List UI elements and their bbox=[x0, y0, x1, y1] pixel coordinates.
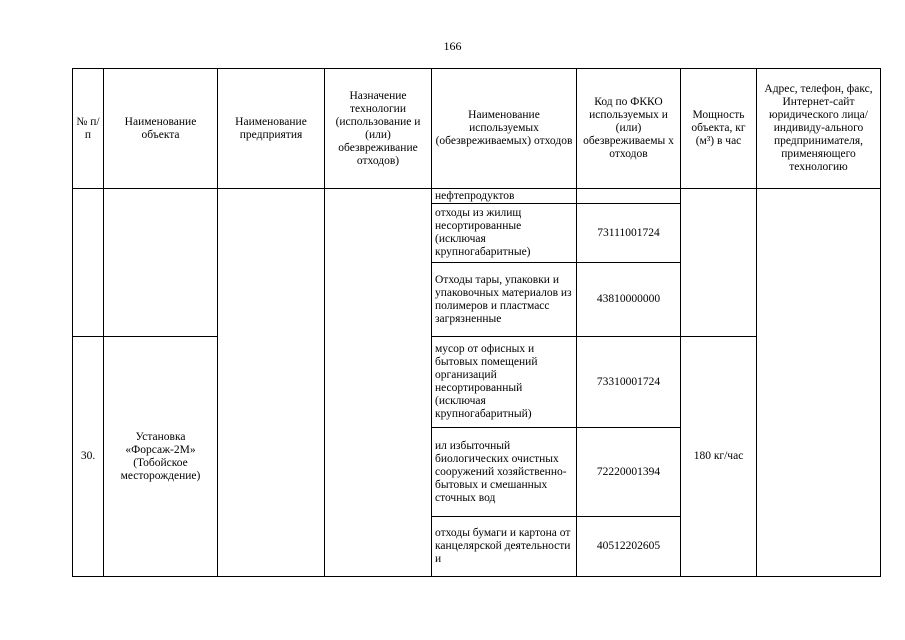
waste-name-cell: ил избыточный биологических очистных сооружений хозяйственно-бытовых и смешанных сточных вод bbox=[432, 428, 577, 517]
prev-entry-capacity-cell bbox=[681, 189, 757, 337]
address-cell bbox=[757, 189, 881, 577]
header-fkko-code: Код по ФККО используемых и (или) обезвреживаемы х отходов bbox=[577, 69, 681, 189]
enterprise-name-cell bbox=[218, 189, 325, 577]
waste-name-cell: нефтепродуктов bbox=[432, 189, 577, 204]
prev-entry-number-cell bbox=[73, 189, 104, 337]
header-capacity: Мощность объекта, кг (м³) в час bbox=[681, 69, 757, 189]
entry-object-name-cell: Установка «Форсаж-2М» (Тобойское месторождение) bbox=[104, 337, 218, 577]
waste-name-cell: отходы бумаги и картона от канцелярской деятельности и bbox=[432, 517, 577, 577]
header-waste-name: Наименование используемых (обезвреживаемых) отходов bbox=[432, 69, 577, 189]
header-address: Адрес, телефон, факс, Интернет-сайт юридического лица/индивиду-ального предпринимателя, применяющего технологию bbox=[757, 69, 881, 189]
header-object-name: Наименование объекта bbox=[104, 69, 218, 189]
fkko-code-cell: 43810000000 bbox=[577, 263, 681, 337]
header-num: № п/п bbox=[73, 69, 104, 189]
waste-name-cell: Отходы тары, упаковки и упаковочных материалов из полимеров и пластмасс загрязненные bbox=[432, 263, 577, 337]
purpose-cell bbox=[325, 189, 432, 577]
fkko-code-cell: 73111001724 bbox=[577, 204, 681, 263]
fkko-code-cell: 72220001394 bbox=[577, 428, 681, 517]
entry-number-cell: 30. bbox=[73, 337, 104, 577]
page-number: 166 bbox=[443, 39, 462, 53]
entry-capacity-cell: 180 кг/час bbox=[681, 337, 757, 577]
waste-technology-table bbox=[72, 68, 881, 577]
table-row bbox=[73, 189, 881, 204]
header-enterprise-name: Наименование предприятия bbox=[218, 69, 325, 189]
header-row bbox=[73, 69, 881, 189]
waste-name-cell: мусор от офисных и бытовых помещений организаций несортированный (исключая крупногабаритный) bbox=[432, 337, 577, 428]
waste-name-cell: отходы из жилищ несортированные (исключая крупногабаритные) bbox=[432, 204, 577, 263]
fkko-code-cell: 73310001724 bbox=[577, 337, 681, 428]
fkko-code-cell bbox=[577, 189, 681, 204]
fkko-code-cell: 40512202605 bbox=[577, 517, 681, 577]
prev-entry-object-cell bbox=[104, 189, 218, 337]
header-purpose: Назначение технологии (использование и (или) обезвреживание отходов) bbox=[325, 69, 432, 189]
